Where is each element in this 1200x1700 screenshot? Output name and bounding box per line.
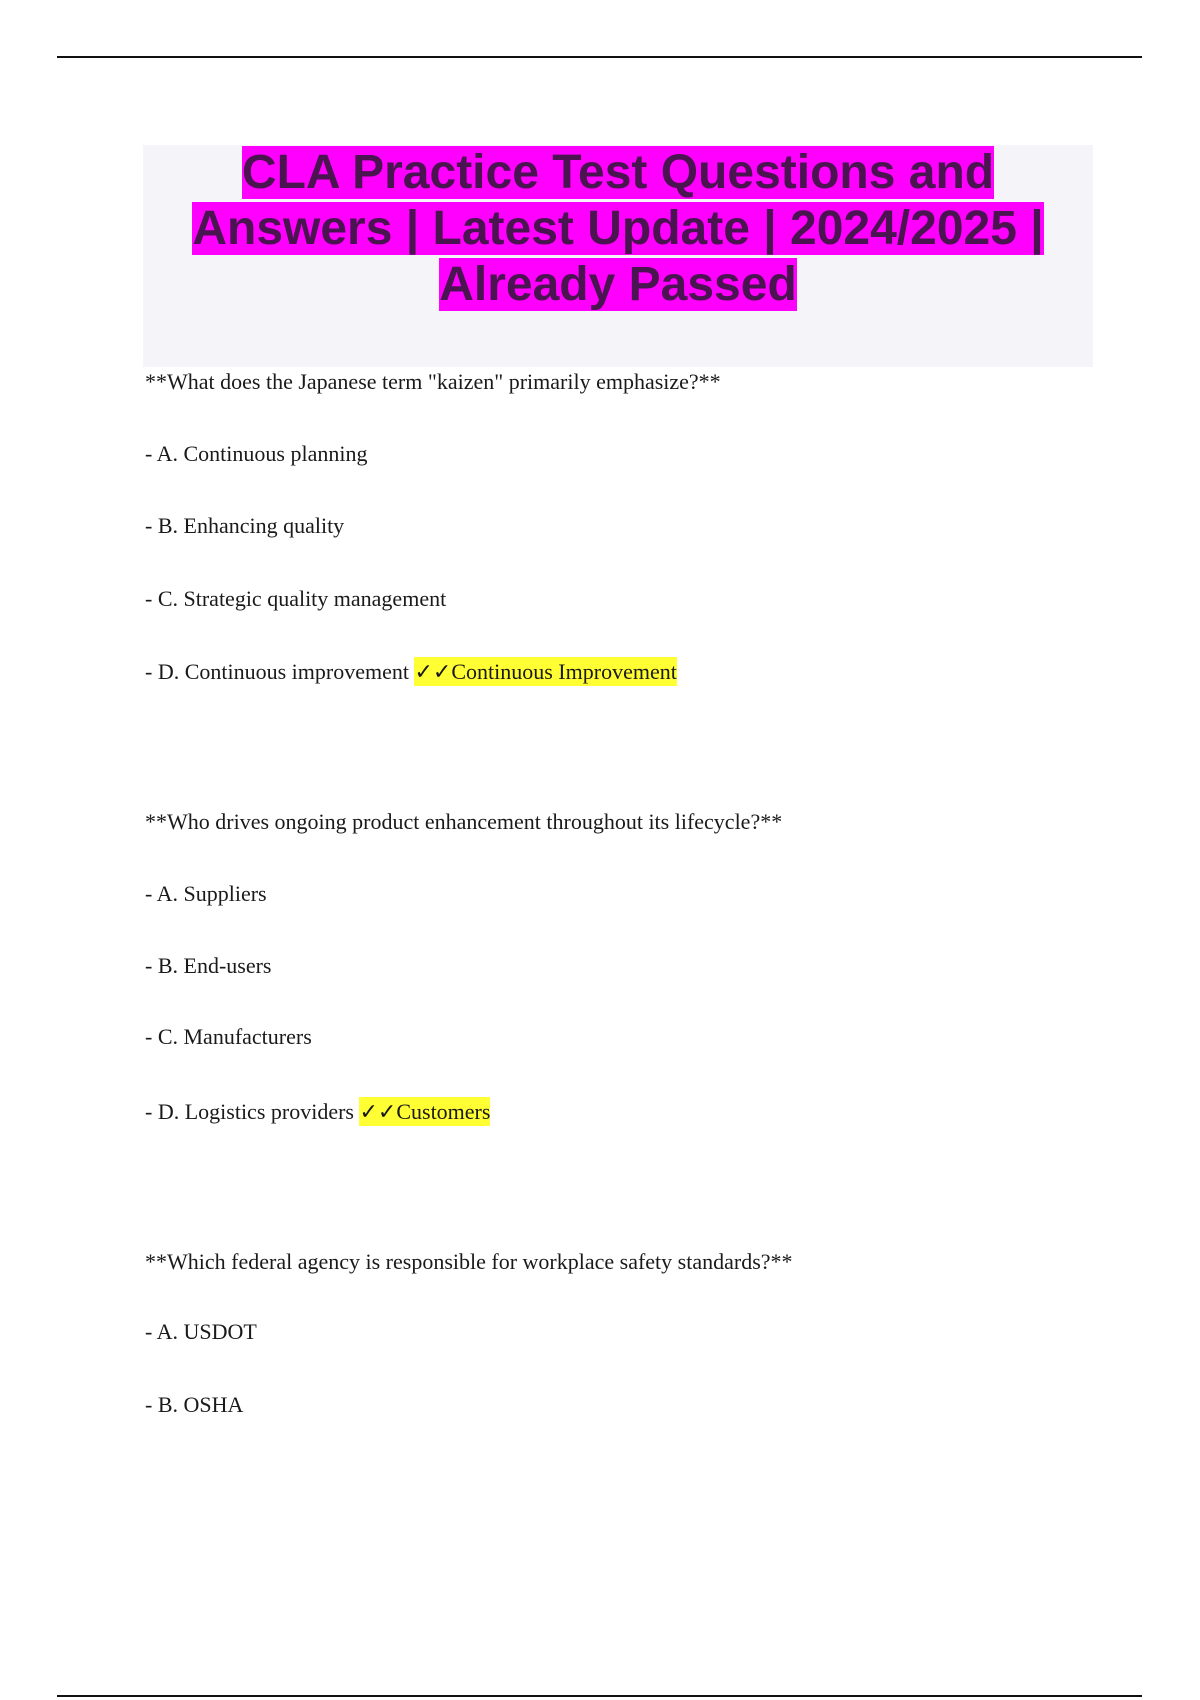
footer-rule <box>57 1695 1142 1697</box>
question-1-option-a: - A. Continuous planning <box>145 441 368 466</box>
question-2-option-d-label: - D. Logistics providers <box>145 1099 360 1124</box>
question-1-option-d <box>145 658 677 686</box>
question-3-option-a: - A. USDOT <box>145 1319 257 1344</box>
question-1-answer-highlight: ✓✓Continuous Improvement <box>414 659 677 684</box>
question-2: **Who drives ongoing product enhancement throughout its lifecycle?** <box>145 809 783 834</box>
document-title-text: CLA Practice Test Questions and Answers | Latest Update | 2024/2025 | Already Passed <box>192 146 1044 311</box>
question-2-answer-highlight: ✓✓Customers <box>359 1099 491 1124</box>
title-banner <box>143 145 1093 367</box>
question-2-option-b: - B. End-users <box>145 953 272 978</box>
question-2-option-a: - A. Suppliers <box>145 881 267 906</box>
question-1: **What does the Japanese term "kaizen" primarily emphasize?** <box>145 369 721 394</box>
header-rule <box>57 56 1142 58</box>
question-3: **Which federal agency is responsible for workplace safety standards?** <box>145 1249 793 1274</box>
document-title <box>143 145 1093 313</box>
question-2-option-d <box>145 1098 490 1126</box>
question-1-option-d-label: - D. Continuous improvement <box>145 659 415 684</box>
question-1-option-b: - B. Enhancing quality <box>145 513 345 538</box>
question-2-option-c: - C. Manufacturers <box>145 1024 312 1049</box>
question-3-option-b: - B. OSHA <box>145 1392 244 1417</box>
question-1-option-c: - C. Strategic quality management <box>145 586 447 611</box>
